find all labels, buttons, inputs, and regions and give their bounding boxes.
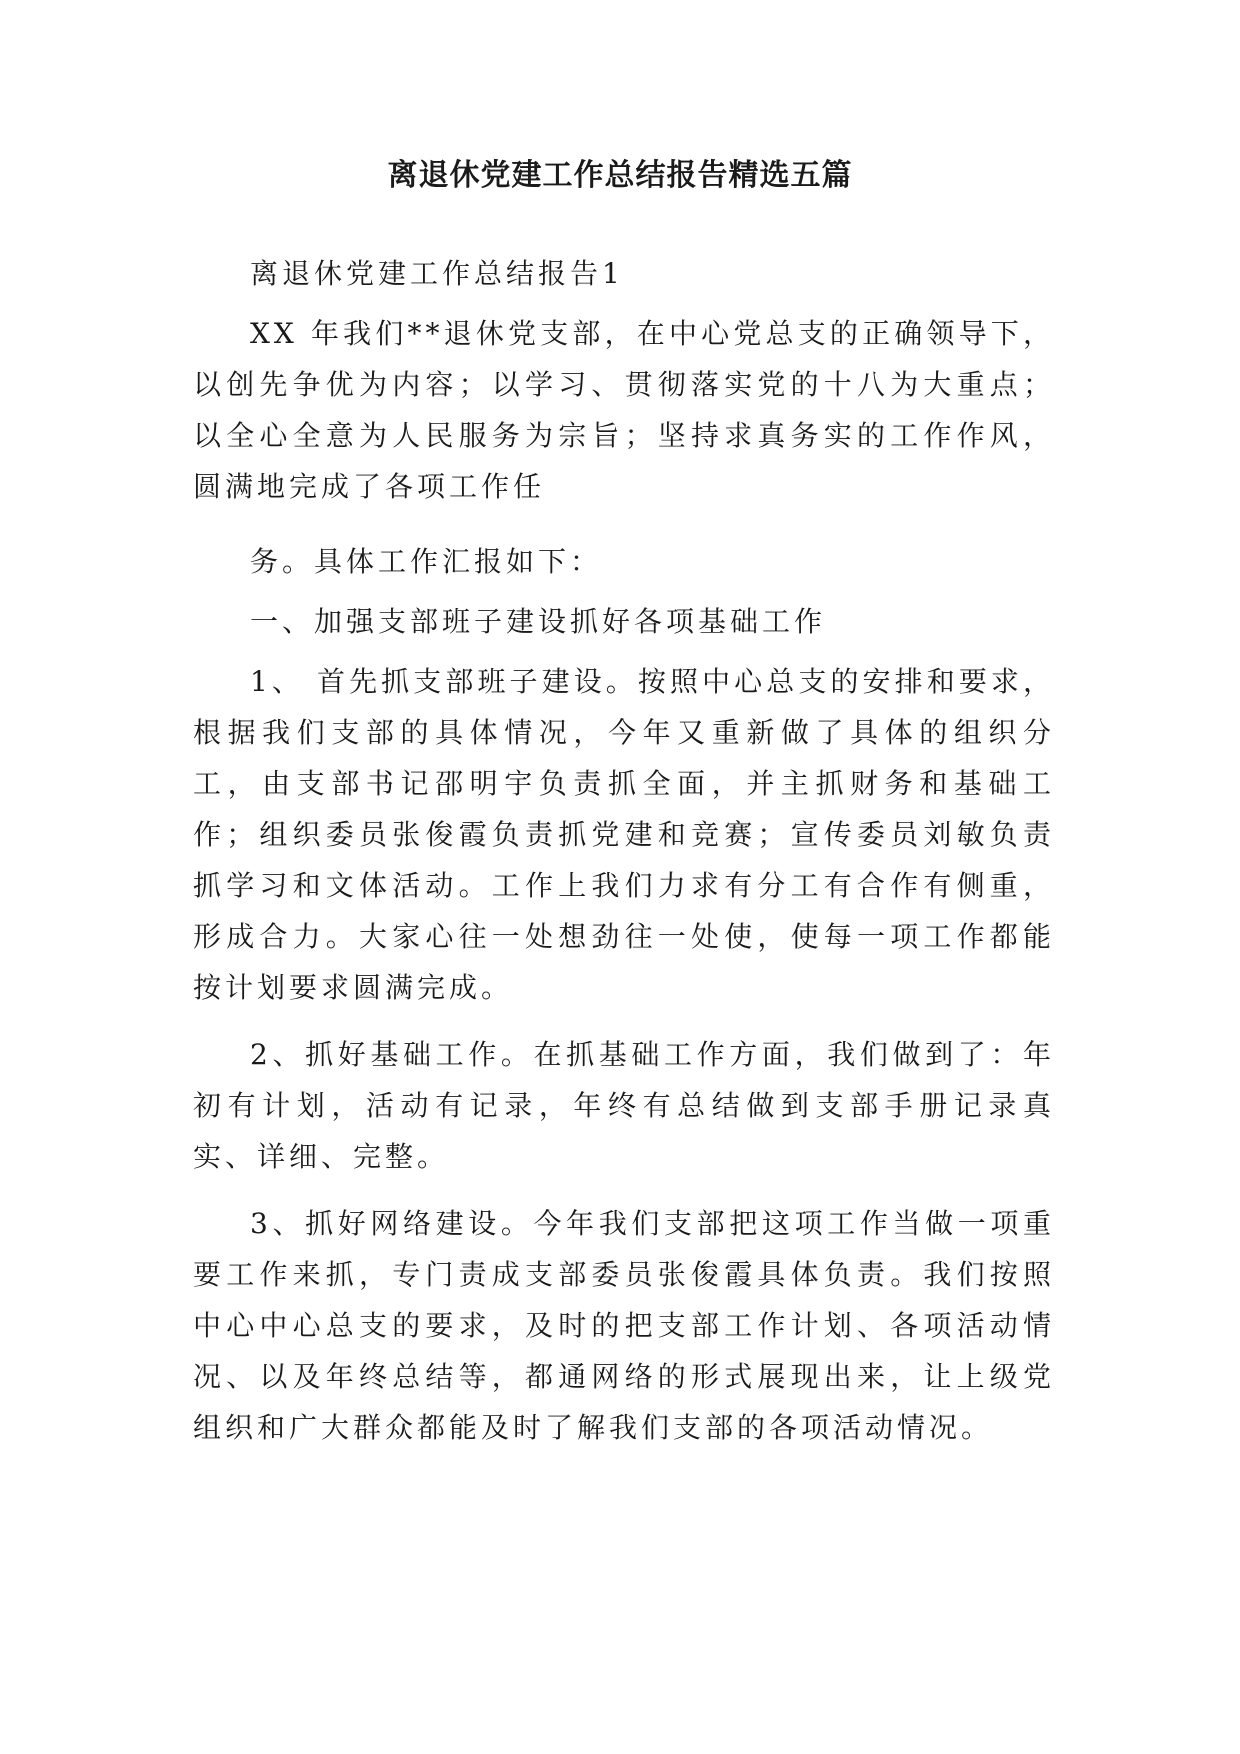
subsection-heading: 一、加强支部班子建设抓好各项基础工作 — [250, 605, 827, 638]
document-body — [193, 248, 1055, 1453]
paragraph-intro-continued: 务。具体工作汇报如下： — [250, 545, 603, 578]
paragraph-item-1: 1、 首先抓支部班子建设。按照中心总支的安排和要求，根据我们支部的具体情况，今年又重新做了具体的组织分工，由支部书记邵明宇负责抓全面，并主抓财务和基础工作；组织委员张俊霞负责抓党建和竞赛；宣传委员刘敏负责抓学习和文体活动。工作上我们力求有分工有合作有侧重，形成合力。大家心往一处想劲往一处使，使每一项工作都能按计划要求圆满完成。 — [193, 665, 1055, 1004]
paragraph-item-2: 2、抓好基础工作。在抓基础工作方面，我们做到了：年初有计划，活动有记录，年终有总结做到支部手册记录真实、详细、完整。 — [193, 1038, 1055, 1173]
section-heading: 离退休党建工作总结报告1 — [250, 257, 624, 290]
document-title: 离退休党建工作总结报告精选五篇 — [387, 158, 853, 193]
paragraph-item-3: 3、抓好网络建设。今年我们支部把这项工作当做一项重要工作来抓，专门责成支部委员张俊霞具体负责。我们按照中心中心总支的要求，及时的把支部工作计划、各项活动情况、以及年终总结等，都通网络的形式展现出来，让上级党组织和广大群众都能及时了解我们支部的各项活动情况。 — [193, 1207, 1055, 1444]
paragraph-intro: XX 年我们**退休党支部，在中心党总支的正确领导下，以创先争优为内容；以学习、贯彻落实党的十八为大重点；以全心全意为人民服务为宗旨；坚持求真务实的工作作风，圆满地完成了各项工作任 — [193, 317, 1055, 503]
